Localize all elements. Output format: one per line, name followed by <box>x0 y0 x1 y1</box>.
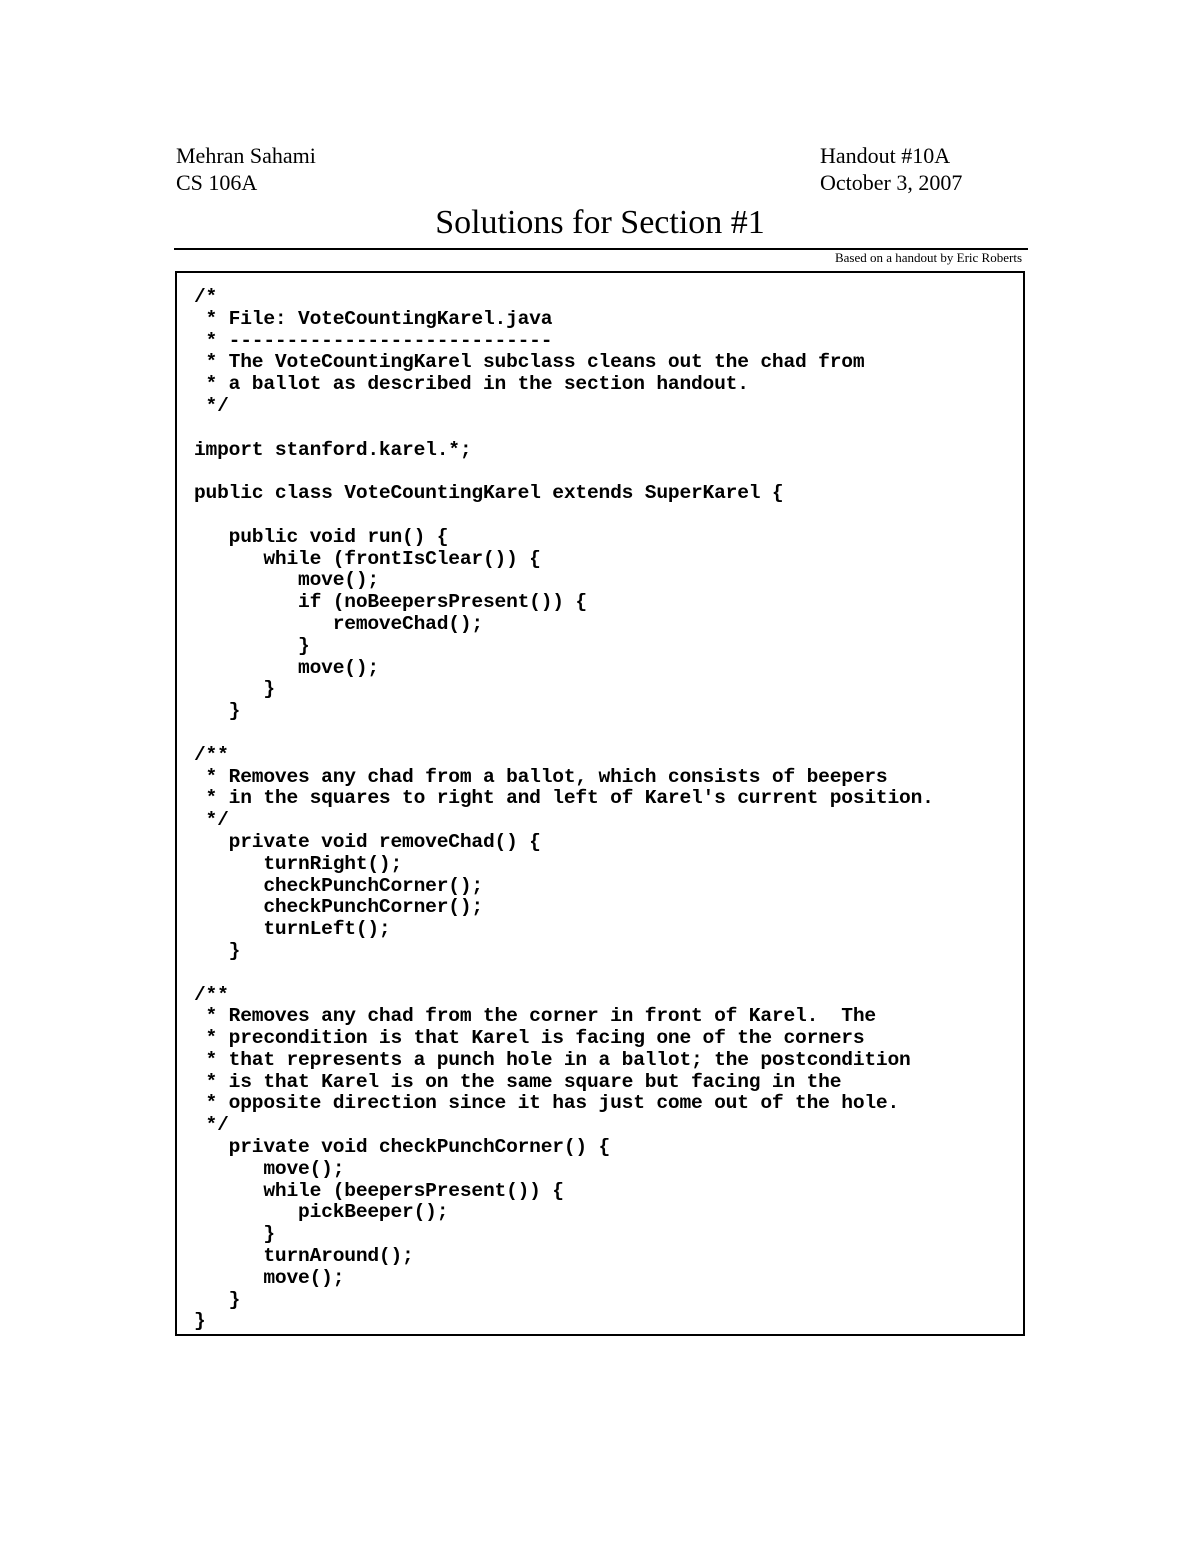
page-title: Solutions for Section #1 <box>435 204 765 241</box>
code-listing: /* * File: VoteCountingKarel.java * ---------------------------- * The VoteCountingKarel subclass cleans out the chad from * a ballot as described in the section handout. */ import stanford.karel.*; public class VoteCountingKarel extends SuperKarel { public void run() { while (frontIsClear()) { move(); if (noBeepersPresent()) { removeChad(); } move(); } } /** * Removes any chad from a ballot, which consists of beepers * in the squares to right and left of Karel's current position. */ private void removeChad() { turnRight(); checkPunchCorner(); checkPunchCorner(); turnLeft(); } /** * Removes any chad from the corner in front of Karel. The * precondition is that Karel is facing one of the corners * that represents a punch hole in a ballot; the postcondition * is that Karel is on the same square but facing in the * opposite direction since it has just come out of the hole. */ private void checkPunchCorner() { move(); while (beepersPresent()) { pickBeeper(); } turnAround(); move(); } } <box>194 286 934 1333</box>
credit-line: Based on a handout by Eric Roberts <box>834 250 1022 265</box>
course-name: CS 106A <box>176 170 258 195</box>
handout-number: Handout #10A <box>820 143 951 168</box>
code-box <box>175 271 1025 1336</box>
author-name: Mehran Sahami <box>176 143 316 168</box>
handout-date: October 3, 2007 <box>820 170 963 195</box>
